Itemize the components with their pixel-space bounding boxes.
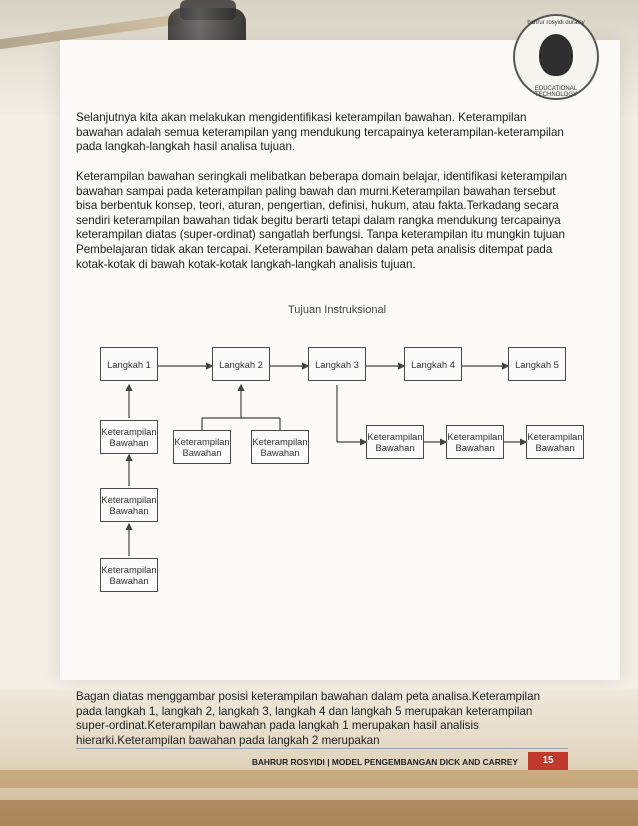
- paragraph-intro: [76, 111, 568, 155]
- paragraph-explanation: [76, 690, 568, 748]
- page-number: 15: [528, 752, 568, 770]
- step-box-3: Langkah 3: [308, 347, 366, 381]
- footer-title: BAHRUR ROSYIDI | MODEL PENGEMBANGAN DICK AND CARREY: [251, 757, 518, 767]
- paragraph-detail: [76, 170, 568, 272]
- logo-top-text: bahrur rosyidi duraisy: [527, 20, 585, 26]
- paragraph-text: Bagan diatas menggambar posisi keterampilan bawahan dalam peta analisa.Keterampilan pada langkah 1, langkah 2, langkah 3, langkah 4 dan langkah 5 merupakan keterampilan super-ordinat.Keterampilan bawahan pada langkah 1 merupakan hasil analisis hierarki.Keterampilan bawahan pada langkah 2 merupakan: [76, 690, 541, 747]
- author-logo: [513, 14, 599, 100]
- paragraph-text: Keterampilan bawahan seringkali melibatkan beberapa domain belajar, identifikasi keterampilan bawahan sampai pada keterampilan paling bawah dan murni.Keterampilan bawahan tersebut bisa berbentuk konsep, teori, aturan, pengertian, definisi, hukum, atau fakta.Terkadang secara sendiri keterampilan bawahan tidak begitu berarti tetapi dalam rangka mendukung tercapainya keterampilan diatas (super-ordinat) sangatlah berfungsi. Tanpa keterampilan itu mungkin tujuan Pembelajaran tidak akan tercapai. Keterampilan bawahan dalam peta analisis ditempat pada kotak-kotak di bawah kotak-kotak langkah-langkah analisis tujuan.: [76, 170, 568, 271]
- author-portrait-icon: [539, 34, 573, 76]
- sub-skill-box: Keterampilan Bawahan: [446, 425, 504, 459]
- background-book: [0, 800, 638, 826]
- sub-skill-box: Keterampilan Bawahan: [173, 430, 231, 464]
- sub-skill-box: Keterampilan Bawahan: [100, 558, 158, 592]
- sub-skill-box: Keterampilan Bawahan: [526, 425, 584, 459]
- diagram-title: Tujuan Instruksional: [288, 304, 387, 316]
- step-box-2: Langkah 2: [212, 347, 270, 381]
- step-box-5: Langkah 5: [508, 347, 566, 381]
- sub-skill-box: Keterampilan Bawahan: [100, 488, 158, 522]
- sub-skill-box: Keterampilan Bawahan: [100, 420, 158, 454]
- step-box-1: Langkah 1: [100, 347, 158, 381]
- background-book: [0, 770, 638, 788]
- sub-skill-box: Keterampilan Bawahan: [366, 425, 424, 459]
- logo-bottom-text: EDUCATIONAL TECHNOLOGY: [534, 86, 578, 98]
- page-footer: [76, 748, 568, 767]
- analysis-diagram: [90, 300, 604, 600]
- paragraph-text: Selanjutnya kita akan melakukan mengidentifikasi keterampilan bawahan. Keterampilan bawahan adalah semua keterampilan yang mendukung tercapainya keterampilan-keterampilan pada langkah-langkah hasil analisa tujuan.: [76, 111, 564, 154]
- sub-skill-box: Keterampilan Bawahan: [251, 430, 309, 464]
- step-box-4: Langkah 4: [404, 347, 462, 381]
